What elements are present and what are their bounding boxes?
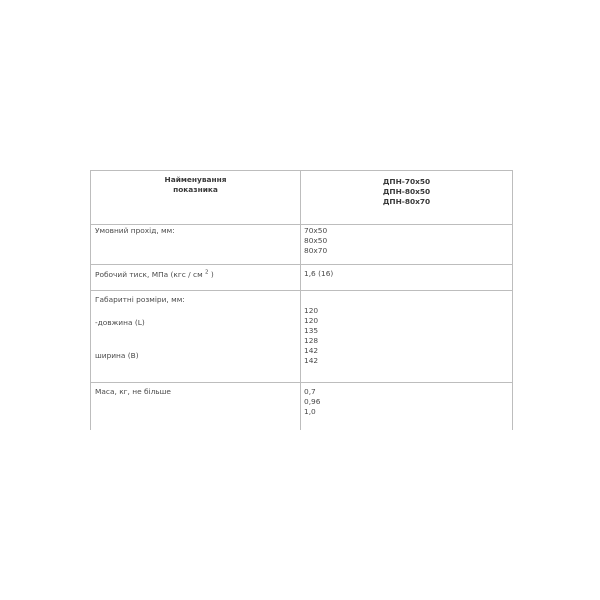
value: 0,96: [304, 397, 321, 406]
header-model: ДПН-70х50: [382, 177, 431, 186]
param-suffix: ): [210, 270, 214, 279]
param-length: -довжина (L): [95, 318, 145, 327]
param-working-pressure: [95, 270, 214, 280]
param-overall-dimensions: Габаритні розміри, мм:: [95, 295, 185, 304]
value-working-pressure: 1,6 (16): [304, 269, 334, 278]
param-nominal-bore: Умовний прохід, мм:: [95, 226, 175, 235]
row-divider: [91, 264, 512, 265]
values-mass: [304, 387, 320, 417]
param-width: ширина (В): [95, 351, 139, 360]
header-parameter-line: Найменування: [164, 175, 227, 184]
value: 80x50: [304, 236, 328, 245]
values-nominal-bore: [304, 226, 327, 256]
param-text: Робочий тиск, МПа (кгс / см: [95, 270, 203, 279]
param-mass: Маса, кг, не більше: [95, 387, 171, 396]
header-parameter-line: показника: [173, 185, 218, 194]
value: 1,0: [304, 407, 316, 416]
value: 142: [304, 356, 319, 365]
header-parameter: [91, 175, 300, 195]
value: 142: [304, 346, 319, 355]
value: 128: [304, 336, 319, 345]
values-overall-dimensions: [304, 306, 318, 366]
column-divider: [300, 171, 301, 430]
value: 135: [304, 326, 319, 335]
spec-table: [90, 170, 513, 430]
header-model: ДПН-80х70: [382, 197, 431, 206]
value: 70x50: [304, 226, 328, 235]
value: 80x70: [304, 246, 328, 255]
row-divider: [91, 382, 512, 383]
header-model: ДПН-80х50: [382, 187, 431, 196]
row-divider: [91, 224, 512, 225]
row-divider: [91, 290, 512, 291]
value: 0,7: [304, 387, 316, 396]
header-models: [301, 177, 512, 207]
value: 120: [304, 316, 319, 325]
param-superscript: 2: [205, 269, 209, 276]
value: 120: [304, 306, 319, 315]
